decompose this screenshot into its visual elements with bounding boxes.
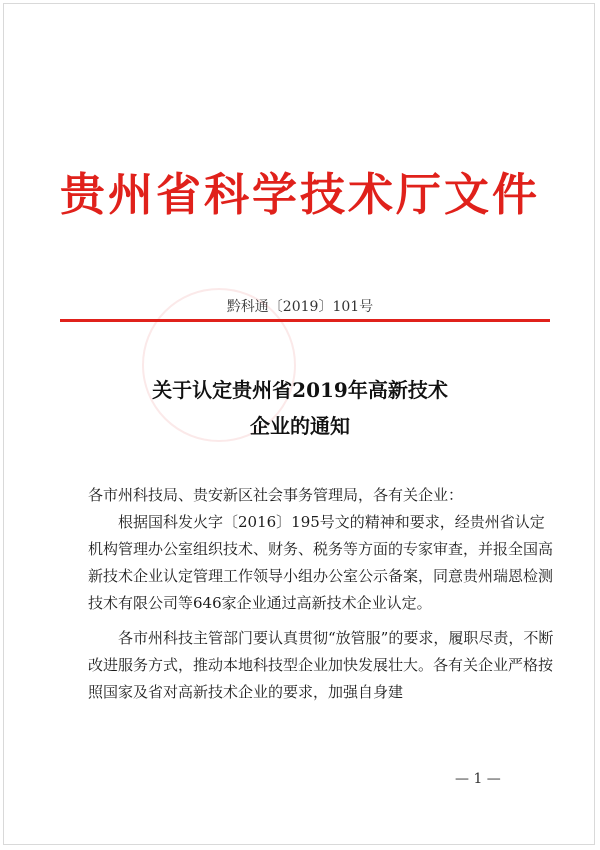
document-number: 黔科通〔2019〕101号 [226,299,374,315]
issuer-masthead: 贵州省科学技术厅文件 [59,168,540,221]
document-body [88,482,558,706]
salutation: 各市州科技局、贵安新区社会事务管理局，各有关企业： [88,486,464,504]
red-divider-line [60,319,550,322]
page-number: — 1 — [455,771,501,787]
title-line-1: 关于认定贵州省2019年高新技术 [152,378,448,402]
document-title [0,372,600,444]
title-line-2: 企业的通知 [250,414,350,438]
body-paragraph-1: 根据国科发火字〔2016〕195号文的精神和要求，经贵州省认定机构管理办公室组织技术、财务、税务等方面的专家审查，并报全国高新技术企业认定管理工作领导小组办公室公示备案，同意贵州瑞恩检测技术有限公司等646家企业通过高新技术企业认定。 [88,513,554,612]
body-paragraph-2: 各市州科技主管部门要认真贯彻“放管服”的要求，履职尽责，不断改进服务方式，推动本地科技型企业加快发展壮大。各有关企业严格按照国家及省对高新技术企业的要求，加强自身建 [88,629,554,701]
